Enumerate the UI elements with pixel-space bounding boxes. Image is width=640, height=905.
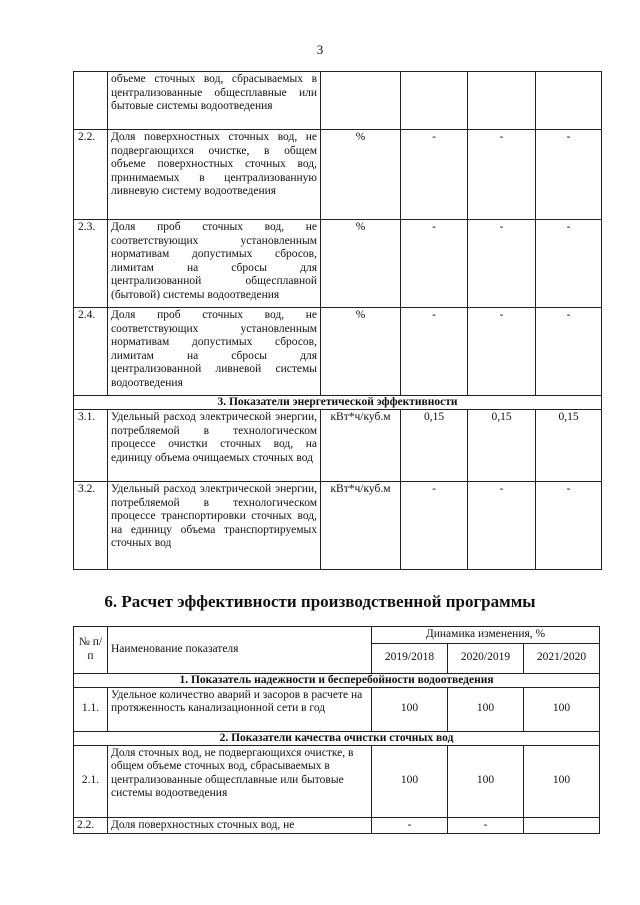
header-row bbox=[74, 627, 600, 644]
table-row bbox=[74, 220, 602, 308]
indicator-name: Доля проб сточных вод, не соответствующих установленным нормативам допустимых сбросов, лимитам на сбросы для централизованной общесплавной (бытовой) системы водоотведения bbox=[108, 220, 321, 308]
row-number: 2.3. bbox=[74, 220, 108, 308]
section-title: 1. Показатель надежности и бесперебойности водоотведения bbox=[74, 673, 600, 687]
unit-cell: % bbox=[321, 130, 401, 220]
value-cell: 100 bbox=[524, 745, 600, 817]
value-cell: - bbox=[468, 220, 536, 308]
indicator-name: Доля проб сточных вод, не соответствующих установленным нормативам допустимых сбросов, лимитам на сбросы для централизованной ливневой системы водоотведения bbox=[108, 308, 321, 396]
row-number: 2.1. bbox=[74, 745, 108, 817]
indicator-name: объеме сточных вод, сбрасываемых в централизованные общесплавные или бытовые системы водоотведения bbox=[108, 72, 321, 130]
value-cell bbox=[524, 817, 600, 834]
value-cell: 0,15 bbox=[536, 410, 602, 482]
value-cell: 0,15 bbox=[401, 410, 468, 482]
table-row bbox=[74, 482, 602, 570]
col-name-header: Наименование показателя bbox=[108, 627, 372, 674]
col-dynamics-header: Динамика изменения, % bbox=[372, 627, 600, 644]
row-number: 2.4. bbox=[74, 308, 108, 396]
value-cell: - bbox=[401, 308, 468, 396]
row-number: 3.1. bbox=[74, 410, 108, 482]
value-cell: - bbox=[536, 308, 602, 396]
section-heading: 6. Расчет эффективности производственной программы bbox=[104, 592, 536, 611]
row-number: 2.2. bbox=[74, 130, 108, 220]
indicator-name: Удельный расход электрической энергии, потребляемой в технологическом процессе очистки сточных вод, на единицу объема очищаемых сточных вод bbox=[108, 410, 321, 482]
value-cell: - bbox=[468, 482, 536, 570]
indicator-name: Удельное количество аварий и засоров в расчете на протяженность канализационной сети в год bbox=[108, 687, 372, 731]
value-cell: - bbox=[468, 130, 536, 220]
unit-cell: % bbox=[321, 220, 401, 308]
indicator-name: Доля поверхностных сточных вод, не подвергающихся очистке, в общем объеме поверхностных сточных вод, принимаемых в централизованную ливневую систему водоотведения bbox=[108, 130, 321, 220]
value-cell: - bbox=[536, 482, 602, 570]
indicator-name: Удельный расход электрической энергии, потребляемой в технологическом процессе транспортировки сточных вод, на единицу объема транспортируемых сточных вод bbox=[108, 482, 321, 570]
unit-cell: кВт*ч/куб.м bbox=[321, 410, 401, 482]
section-title: 3. Показатели энергетической эффективности bbox=[74, 396, 602, 410]
row-number: 2.2. bbox=[74, 817, 108, 834]
value-cell: 100 bbox=[448, 687, 524, 731]
col-number-header: № п/п bbox=[74, 627, 108, 674]
value-cell: - bbox=[401, 482, 468, 570]
year-header: 2021/2020 bbox=[524, 643, 600, 673]
value-cell: 100 bbox=[524, 687, 600, 731]
table-row bbox=[74, 130, 602, 220]
section-row bbox=[74, 396, 602, 410]
page-number: 3 bbox=[316, 42, 324, 57]
table-row bbox=[74, 410, 602, 482]
unit-cell: кВт*ч/куб.м bbox=[321, 482, 401, 570]
value-cell bbox=[401, 72, 468, 130]
value-cell: - bbox=[468, 308, 536, 396]
value-cell: - bbox=[401, 130, 468, 220]
efficiency-table bbox=[73, 626, 600, 834]
value-cell: 100 bbox=[372, 745, 448, 817]
row-number: 1.1. bbox=[74, 687, 108, 731]
value-cell: - bbox=[536, 220, 602, 308]
indicator-name: Доля сточных вод, не подвергающихся очистке, в общем объеме сточных вод, сбрасываемых в централизованные общесплавные или бытовые системы водоотведения bbox=[108, 745, 372, 817]
unit-cell bbox=[321, 72, 401, 130]
table-row bbox=[74, 745, 600, 817]
value-cell: 0,15 bbox=[468, 410, 536, 482]
table-row bbox=[74, 687, 600, 731]
table-row bbox=[74, 72, 602, 130]
value-cell: - bbox=[536, 130, 602, 220]
section-row bbox=[74, 731, 600, 745]
indicator-name: Доля поверхностных сточных вод, не bbox=[108, 817, 372, 834]
unit-cell: % bbox=[321, 308, 401, 396]
table-row bbox=[74, 308, 602, 396]
value-cell: - bbox=[372, 817, 448, 834]
value-cell: 100 bbox=[448, 745, 524, 817]
value-cell: 100 bbox=[372, 687, 448, 731]
row-number bbox=[74, 72, 108, 130]
row-number: 3.2. bbox=[74, 482, 108, 570]
value-cell bbox=[536, 72, 602, 130]
section-row bbox=[74, 673, 600, 687]
value-cell: - bbox=[401, 220, 468, 308]
section-title: 2. Показатели качества очистки сточных вод bbox=[74, 731, 600, 745]
indicators-table-continued bbox=[73, 71, 602, 570]
table-row bbox=[74, 817, 600, 834]
year-header: 2020/2019 bbox=[448, 643, 524, 673]
year-header: 2019/2018 bbox=[372, 643, 448, 673]
value-cell: - bbox=[448, 817, 524, 834]
value-cell bbox=[468, 72, 536, 130]
